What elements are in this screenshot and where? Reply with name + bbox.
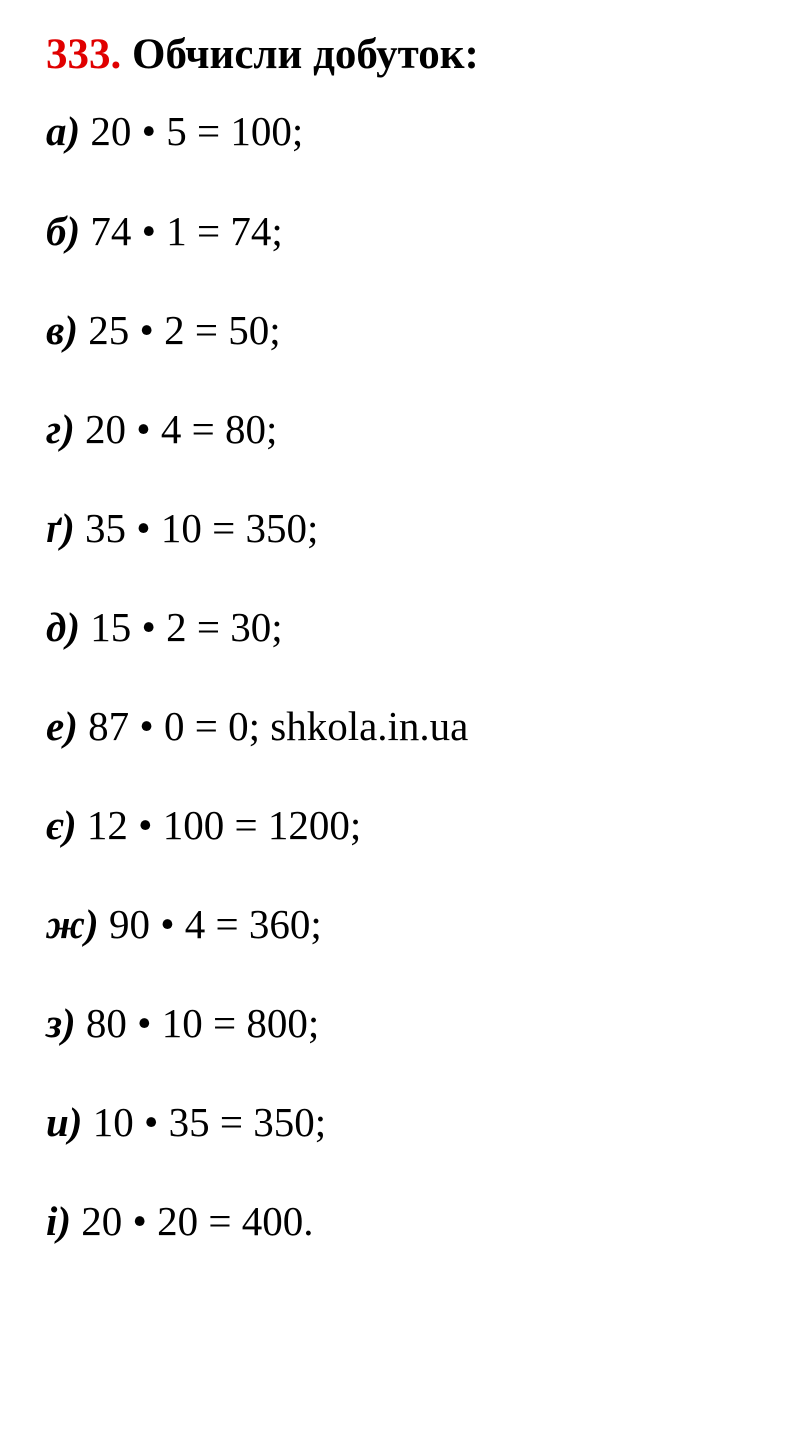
item-expression: 15 • 2 = 30; <box>90 603 283 650</box>
list-item <box>46 1100 760 1145</box>
item-label: в) <box>46 306 78 353</box>
item-label: г) <box>46 405 75 452</box>
item-label: а) <box>46 108 81 155</box>
list-item <box>46 407 760 452</box>
item-expression: 90 • 4 = 360; <box>108 901 322 948</box>
item-expression: 20 • 20 = 400. <box>81 1198 314 1245</box>
list-item <box>46 209 760 254</box>
item-label: и) <box>46 1099 83 1146</box>
exercise-number: 333. <box>46 31 122 78</box>
list-item <box>46 1001 760 1046</box>
item-expression: 20 • 4 = 80; <box>85 405 278 452</box>
item-expression: 12 • 100 = 1200; <box>86 802 362 849</box>
item-label: д) <box>46 603 80 650</box>
exercise-heading <box>46 30 760 79</box>
exercise-items-list <box>46 109 760 1244</box>
exercise-title: Обчисли добуток: <box>132 31 479 78</box>
list-item <box>46 704 760 749</box>
item-watermark: shkola.in.ua <box>270 703 469 749</box>
item-expression: 35 • 10 = 350; <box>85 504 319 551</box>
item-expression: 74 • 1 = 74; <box>90 207 283 254</box>
list-item <box>46 902 760 947</box>
list-item <box>46 605 760 650</box>
item-label: є) <box>46 802 77 849</box>
list-item <box>46 109 760 154</box>
list-item <box>46 1199 760 1244</box>
item-label: і) <box>46 1198 72 1245</box>
item-label: ґ) <box>46 504 75 551</box>
item-expression: 20 • 5 = 100; <box>90 108 304 155</box>
item-label: е) <box>46 703 78 749</box>
list-item <box>46 506 760 551</box>
item-label: з) <box>46 1000 76 1047</box>
list-item <box>46 803 760 848</box>
item-expression: 10 • 35 = 350; <box>92 1099 327 1146</box>
item-expression: 87 • 0 = 0; <box>88 703 260 749</box>
item-label: ж) <box>46 901 99 948</box>
item-expression: 80 • 10 = 800; <box>85 1000 320 1047</box>
list-item <box>46 308 760 353</box>
item-label: б) <box>46 207 81 254</box>
item-expression: 25 • 2 = 50; <box>88 306 281 353</box>
